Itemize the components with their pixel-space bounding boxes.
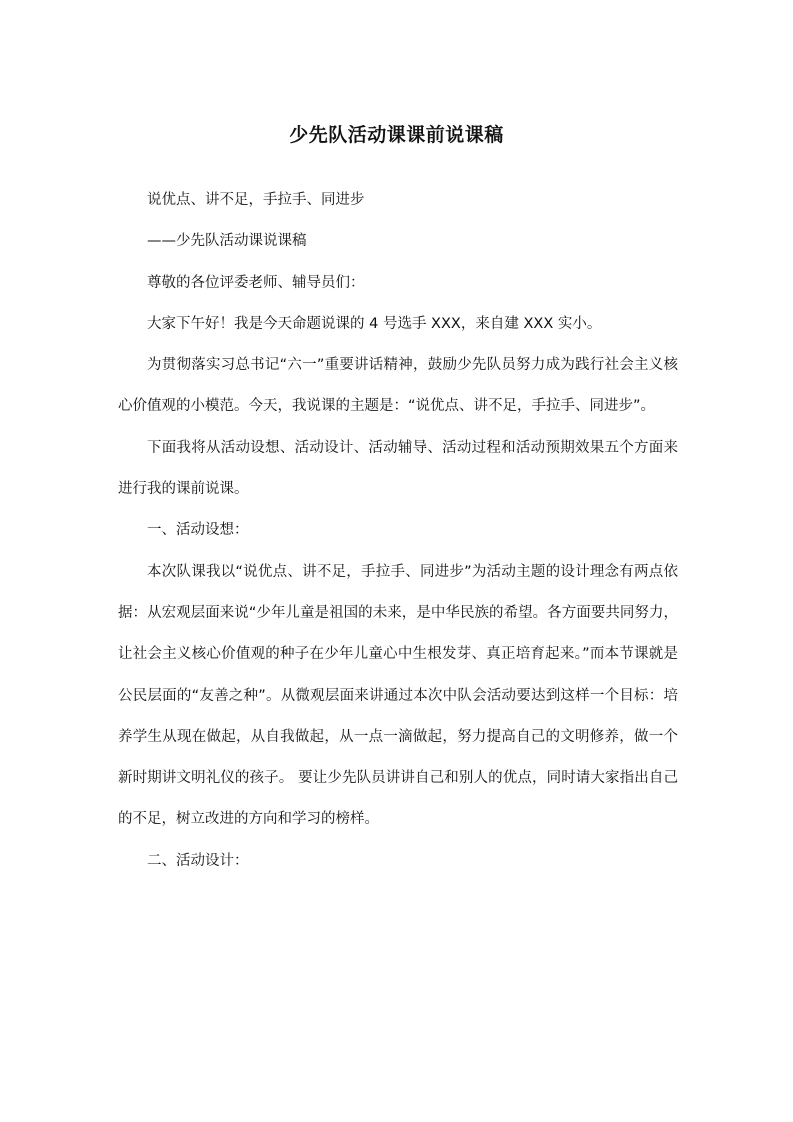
paragraph-subtitle: 说优点、讲不足，手拉手、同进步: [147, 192, 365, 208]
section-heading-2: 二、活动设计：: [147, 852, 249, 869]
paragraph-salutation: 尊敬的各位评委老师、辅导员们：: [147, 274, 365, 291]
document-body: [118, 180, 678, 882]
paragraph-activity-idea: 本次队课我以“说优点、讲不足，手拉手、同进步”为活动主题的设计理念有两点依据：从宏观层面来说“少年儿童是祖国的未来，是中华民族的希望。各方面要共同努力，让社会主义核心价值观的种子在少年儿童心中生根发芽、真正培育起来。”而本节课就是公民层面的“友善之种”。从微观层面来讲通过本次中队会活动要达到这样一个目标：培养学生从现在做起，从自我做起，从一点一滴做起，努力提高自己的文明修养，做一个新时期讲文明礼仪的孩子。 要让少先队员讲讲自己和别人的优点，同时请大家指出自己的不足，树立改进的方向和学习的榜样。: [118, 563, 678, 828]
paragraph-greeting: 大家下午好！我是今天命题说课的 4 号选手 XXX，来自建 XXX 实小。: [147, 315, 602, 332]
paragraph-subtitle-note: ——少先队活动课说课稿: [147, 233, 307, 250]
paragraph-outline: 下面我将从活动设想、活动设计、活动辅导、活动过程和活动预期效果五个方面来进行我的课前说课。: [118, 439, 678, 498]
document-title: 少先队活动课课前说课稿: [289, 124, 504, 146]
section-heading-1: 一、活动设想：: [147, 522, 249, 539]
paragraph-purpose: 为贯彻落实习总书记“六一”重要讲话精神，鼓励少先队员努力成为践行社会主义核心价值观的小模范。今天，我说课的主题是：“说优点、讲不足，手拉手、同进步”。: [118, 357, 678, 415]
